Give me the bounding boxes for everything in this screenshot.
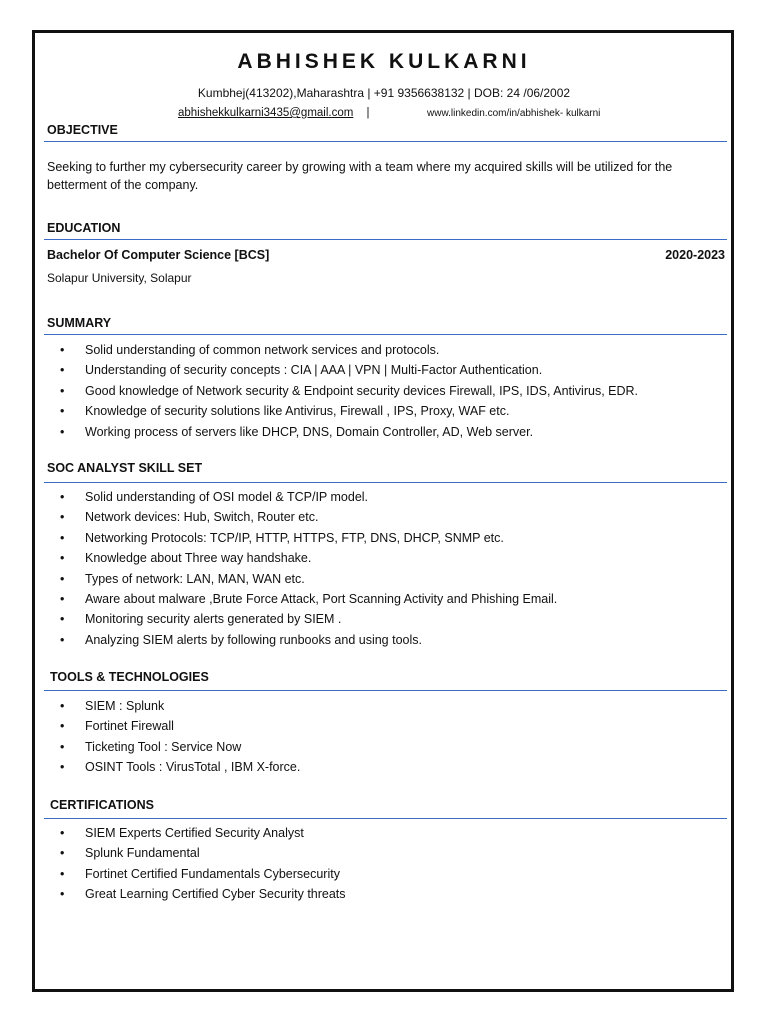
list-item-text: Working process of servers like DHCP, DNS, Domain Controller, AD, Web server. xyxy=(85,424,534,439)
list-item xyxy=(60,360,638,380)
list-item xyxy=(60,548,557,568)
list-item xyxy=(60,737,300,757)
bullet-icon: • xyxy=(60,490,65,504)
summary-divider xyxy=(44,334,727,335)
list-item xyxy=(60,487,557,507)
bullet-icon: • xyxy=(60,510,65,525)
list-item xyxy=(60,757,300,777)
list-item xyxy=(60,401,638,421)
list-item-text: Networking Protocols: TCP/IP, HTTP, HTTPS, FTP, DNS, DHCP, SNMP etc. xyxy=(85,530,504,545)
certifications-divider xyxy=(44,818,727,819)
tools-list xyxy=(60,696,300,778)
summary-list xyxy=(60,340,638,442)
list-item xyxy=(60,884,346,904)
list-item xyxy=(60,528,557,548)
list-item xyxy=(60,609,557,629)
bullet-icon: • xyxy=(60,591,65,606)
degree: Bachelor Of Computer Science [BCS] xyxy=(47,248,270,262)
objective-text: Seeking to further my cybersecurity career by growing with a team where my acquired skills will be utilized for the betterment of the company. xyxy=(47,160,673,192)
candidate-name: ABHISHEK KULKARNI xyxy=(237,50,531,73)
list-item-text: Knowledge about Three way handshake. xyxy=(85,551,312,566)
list-item-text: Ticketing Tool : Service Now xyxy=(85,739,242,754)
list-item-text: SIEM Experts Certified Security Analyst xyxy=(85,826,304,840)
degree-years: 2020-2023 xyxy=(665,248,725,262)
bullet-icon: • xyxy=(60,424,65,439)
list-item-text: Fortinet Firewall xyxy=(85,719,174,734)
list-item-text: Splunk Fundamental xyxy=(85,846,200,861)
linkedin-link[interactable]: www.linkedin.com/in/abhishek- kulkarni xyxy=(427,108,601,119)
list-item xyxy=(60,569,557,589)
list-item-text: Great Learning Certified Cyber Security threats xyxy=(85,887,346,902)
bullet-icon: • xyxy=(60,530,65,545)
list-item-text: Types of network: LAN, MAN, WAN etc. xyxy=(85,571,305,586)
list-item-text: Knowledge of security solutions like Antivirus, Firewall , IPS, Proxy, WAF etc. xyxy=(85,404,510,419)
bullet-icon: • xyxy=(60,866,65,881)
certifications-list xyxy=(60,823,346,905)
separator: | xyxy=(366,107,370,119)
bullet-icon: • xyxy=(60,846,65,861)
list-item-text: Good knowledge of Network security & Endpoint security devices Firewall, IPS, IDS, Antivirus, EDR. xyxy=(85,383,639,398)
list-item-text: Solid understanding of common network services and protocols. xyxy=(85,343,440,357)
bullet-icon: • xyxy=(60,632,65,647)
bullet-icon: • xyxy=(60,760,65,775)
list-item xyxy=(60,507,557,527)
email-row xyxy=(150,107,601,119)
bullet-icon: • xyxy=(60,363,65,378)
soc-divider xyxy=(44,482,727,483)
list-item-text: Fortinet Certified Fundamentals Cybersecurity xyxy=(85,866,340,881)
bullet-icon: • xyxy=(60,826,65,840)
bullet-icon: • xyxy=(60,551,65,566)
bullet-icon: • xyxy=(60,719,65,734)
soc-list xyxy=(60,487,557,650)
bullet-icon: • xyxy=(60,612,65,627)
bullet-icon: • xyxy=(60,383,65,398)
summary-title: SUMMARY xyxy=(47,316,112,330)
list-item-text: OSINT Tools : VirusTotal , IBM X-force. xyxy=(85,760,301,775)
bullet-icon: • xyxy=(60,343,65,357)
education-divider xyxy=(44,239,727,240)
list-item xyxy=(60,864,346,884)
list-item-text: Network devices: Hub, Switch, Router etc. xyxy=(85,510,319,525)
contact-line: Kumbhej(413202),Maharashtra | +91 9356638132 | DOB: 24 /06/2002 xyxy=(197,86,571,100)
list-item xyxy=(60,823,346,843)
list-item xyxy=(60,340,638,360)
list-item-text: Analyzing SIEM alerts by following runbooks and using tools. xyxy=(85,632,422,647)
objective-divider xyxy=(44,141,727,142)
bullet-icon: • xyxy=(60,739,65,754)
tools-divider xyxy=(44,690,727,691)
bullet-icon: • xyxy=(60,404,65,419)
list-item-text: Monitoring security alerts generated by SIEM . xyxy=(85,612,342,627)
bullet-icon: • xyxy=(60,887,65,902)
bullet-icon: • xyxy=(60,571,65,586)
list-item-text: Understanding of security concepts : CIA | AAA | VPN | Multi-Factor Authentication. xyxy=(85,363,543,378)
list-item xyxy=(60,696,300,716)
list-item-text: Aware about malware ,Brute Force Attack, Port Scanning Activity and Phishing Email. xyxy=(85,591,558,606)
certifications-title: CERTIFICATIONS xyxy=(50,798,154,812)
objective-title: OBJECTIVE xyxy=(47,123,118,137)
education-title: EDUCATION xyxy=(47,221,121,235)
bullet-icon: • xyxy=(60,699,65,713)
list-item-text: SIEM : Splunk xyxy=(85,699,165,713)
tools-title: TOOLS & TECHNOLOGIES xyxy=(50,670,209,684)
list-item xyxy=(60,630,557,650)
email-link[interactable]: abhishekkulkarni3435@gmail.com xyxy=(178,107,354,119)
list-item xyxy=(60,843,346,863)
list-item xyxy=(60,422,638,442)
list-item-text: Solid understanding of OSI model & TCP/IP model. xyxy=(85,490,369,504)
list-item xyxy=(60,716,300,736)
list-item xyxy=(60,381,638,401)
soc-title: SOC ANALYST SKILL SET xyxy=(47,461,203,475)
university: Solapur University, Solapur xyxy=(47,271,192,285)
list-item xyxy=(60,589,557,609)
